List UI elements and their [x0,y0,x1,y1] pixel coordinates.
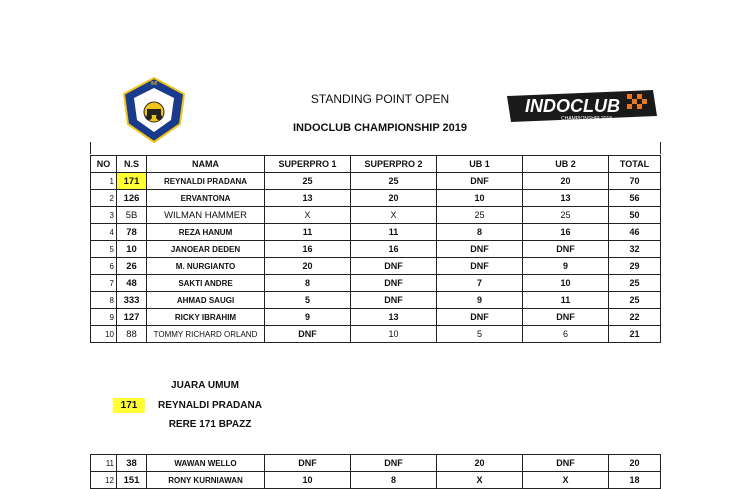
cell-superpro2: 8 [351,472,437,489]
cell-superpro2: DNF [351,258,437,275]
table-row [91,275,661,292]
juara-umum-title: JUARA UMUM [171,380,239,391]
juara-umum-team: RERE 171 BPAZZ [168,419,252,430]
cell-nama: RICKY IBRAHIM [147,309,265,326]
cell-ub1: 8 [437,224,523,241]
column-header-total: TOTAL [609,156,661,173]
cell-nama: ERVANTONA [147,190,265,207]
cell-ub1: 7 [437,275,523,292]
cell-ub2: 11 [523,292,609,309]
cell-total: 22 [609,309,661,326]
cell-nama: WILMAN HAMMER [147,207,265,224]
cell-superpro2: DNF [351,455,437,472]
column-header-ns: N.S [117,156,147,173]
cell-total: 29 [609,258,661,275]
cell-ub2: DNF [523,241,609,258]
cell-ub1: DNF [437,241,523,258]
cell-total: 20 [609,455,661,472]
cell-nama: M. NURGIANTO [147,258,265,275]
cell-no: 10 [91,326,117,343]
cell-ub2: DNF [523,309,609,326]
table-row [91,455,661,472]
standings-table [90,155,661,343]
cell-superpro1: 16 [265,241,351,258]
cell-ub1: 10 [437,190,523,207]
column-header-ub2: UB 2 [523,156,609,173]
cell-ub1: 20 [437,455,523,472]
cell-superpro1: DNF [265,455,351,472]
cell-ub1: DNF [437,258,523,275]
cell-superpro1: 8 [265,275,351,292]
column-header-superpro1: SUPERPRO 1 [265,156,351,173]
cell-no: 3 [91,207,117,224]
cell-ns: 88 [117,326,147,343]
cell-superpro2: 10 [351,326,437,343]
cell-ub2: 6 [523,326,609,343]
cell-ns: 48 [117,275,147,292]
cell-superpro2: 11 [351,224,437,241]
cell-total: 56 [609,190,661,207]
cell-no: 8 [91,292,117,309]
table-row [91,173,661,190]
cell-ns: 151 [117,472,147,489]
cell-nama: TOMMY RICHARD ORLAND [147,326,265,343]
cell-superpro1: 5 [265,292,351,309]
page-subtitle: INDOCLUB CHAMPIONSHIP 2019 [293,122,467,134]
cell-ub2: 9 [523,258,609,275]
cell-total: 21 [609,326,661,343]
cell-ns: 333 [117,292,147,309]
table-top-border-right [660,142,661,154]
cell-ub2: 16 [523,224,609,241]
cell-nama: SAKTI ANDRE [147,275,265,292]
cell-ub2: DNF [523,455,609,472]
cell-no: 11 [91,455,117,472]
cell-ub1: 5 [437,326,523,343]
table-row [91,241,661,258]
cell-ns: 26 [117,258,147,275]
cell-total: 32 [609,241,661,258]
cell-ns: 78 [117,224,147,241]
cell-superpro1: DNF [265,326,351,343]
cell-superpro2: 25 [351,173,437,190]
cell-superpro1: X [265,207,351,224]
imi-letters: IMI [150,81,158,87]
cell-ub2: 25 [523,207,609,224]
cell-ns: 171 [117,173,147,190]
cell-superpro1: 10 [265,472,351,489]
indoclub-wordmark: INDOCLUB [525,96,620,116]
cell-ub1: 9 [437,292,523,309]
cell-nama: WAWAN WELLO [147,455,265,472]
table-row [91,207,661,224]
cell-no: 1 [91,173,117,190]
column-header-no: NO [91,156,117,173]
cell-no: 4 [91,224,117,241]
cell-total: 25 [609,275,661,292]
column-header-ub1: UB 1 [437,156,523,173]
page-title: STANDING POINT OPEN [310,92,450,106]
table-row [91,292,661,309]
cell-no: 9 [91,309,117,326]
standings-table-continued [90,454,661,489]
table-header-row [91,156,661,173]
cell-superpro1: 11 [265,224,351,241]
cell-total: 70 [609,173,661,190]
cell-superpro2: 16 [351,241,437,258]
imi-logo [120,76,188,144]
cell-nama: AHMAD SAUGI [147,292,265,309]
cell-superpro2: 20 [351,190,437,207]
cell-total: 25 [609,292,661,309]
cell-nama: JANOEAR DEDEN [147,241,265,258]
juara-umum-number: 171 [113,398,145,413]
cell-ub1: DNF [437,309,523,326]
cell-superpro2: DNF [351,292,437,309]
cell-nama: REYNALDI PRADANA [147,173,265,190]
cell-ub1: DNF [437,173,523,190]
cell-superpro2: DNF [351,275,437,292]
cell-ns: 127 [117,309,147,326]
cell-superpro2: 13 [351,309,437,326]
cell-ub2: 10 [523,275,609,292]
table-row [91,326,661,343]
cell-total: 50 [609,207,661,224]
cell-superpro1: 13 [265,190,351,207]
table-top-border [90,142,661,154]
cell-ns: 5B [117,207,147,224]
cell-ub2: 20 [523,173,609,190]
indoclub-logo [503,86,661,126]
table-row [91,309,661,326]
indoclub-sub: CHAMPIONSHIP 2018 [561,116,613,122]
column-header-superpro2: SUPERPRO 2 [351,156,437,173]
table-row [91,258,661,275]
cell-superpro1: 9 [265,309,351,326]
cell-no: 12 [91,472,117,489]
cell-total: 18 [609,472,661,489]
cell-nama: REZA HANUM [147,224,265,241]
cell-ub1: 25 [437,207,523,224]
cell-no: 7 [91,275,117,292]
cell-ub2: X [523,472,609,489]
cell-ub2: 13 [523,190,609,207]
cell-ub1: X [437,472,523,489]
cell-nama: RONY KURNIAWAN [147,472,265,489]
cell-superpro2: X [351,207,437,224]
cell-ns: 126 [117,190,147,207]
table-row [91,224,661,241]
cell-total: 46 [609,224,661,241]
cell-ns: 38 [117,455,147,472]
juara-umum-name: REYNALDI PRADANA [158,400,262,411]
cell-no: 2 [91,190,117,207]
cell-superpro1: 20 [265,258,351,275]
cell-no: 6 [91,258,117,275]
cell-no: 5 [91,241,117,258]
table-row [91,190,661,207]
column-header-nama: NAMA [147,156,265,173]
cell-ns: 10 [117,241,147,258]
cell-superpro1: 25 [265,173,351,190]
